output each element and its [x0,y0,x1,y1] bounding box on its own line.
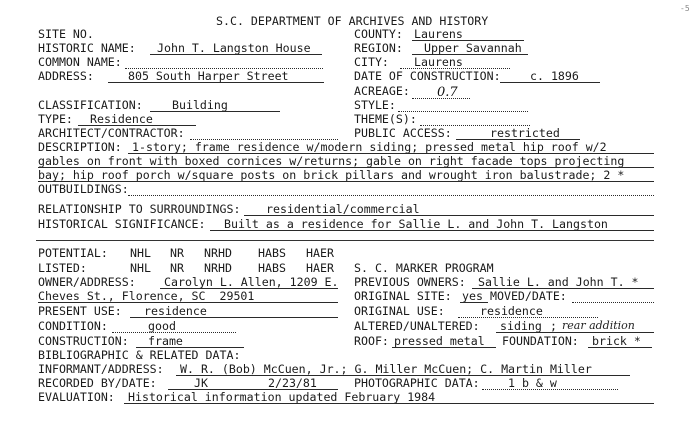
roof-value: pressed metal [394,334,485,348]
construction-value: frame [148,334,183,348]
listed-nr: NR [170,261,184,275]
relationship-underline [244,215,654,216]
potential-nhl: NHL [130,246,151,260]
owner-underline-2 [38,302,338,303]
acreage-label: ACREAGE: [354,84,410,98]
region-label: REGION: [354,41,403,55]
owner-line-2: Cheves St., Florence, SC 29501 [38,289,255,303]
evaluation-label: EVALUATION: [38,390,115,404]
condition-value: good [148,319,176,333]
photographic-value: 1 b & w [508,376,557,390]
altered-label: ALTERED/UNALTERED: [354,319,480,333]
card-title: S.C. DEPARTMENT OF ARCHIVES AND HISTORY [216,14,489,28]
type-value: Residence [90,112,153,126]
historic-name-value: John T. Langston House [157,41,311,55]
original-site-value: yes [462,289,483,303]
foundation-underline [588,347,652,348]
original-site-underline [460,302,488,303]
outbuildings-underline [128,195,654,196]
common-name-label: COMMON NAME: [38,55,122,69]
present-use-label: PRESENT USE: [38,304,122,318]
corner-mark: -5 [680,4,690,13]
date-underline [500,82,600,83]
description-line-2: gables on front with boxed cornices w/returns; gable on right facade tops projecting [38,154,625,168]
description-label: DESCRIPTION: [38,140,122,154]
recorded-date-value: 2/23/81 [268,376,317,390]
marker-program-label: S. C. MARKER PROGRAM [354,261,494,275]
outbuildings-label: OUTBUILDINGS: [38,182,129,196]
region-value: Upper Savannah [424,41,522,55]
site-no-label: SITE NO. [38,27,94,41]
city-label: CITY: [354,55,389,69]
relationship-label: RELATIONSHIP TO SURROUNDINGS: [38,202,241,216]
altered-separator: ; [550,319,557,333]
bibliographic-label: BIBLIOGRAPHIC & RELATED DATA: [38,348,241,362]
foundation-label: FOUNDATION: [502,334,579,348]
potential-haer: HAER [306,246,334,260]
potential-habs: HABS [258,246,286,260]
county-label: COUNTY: [354,27,403,41]
informant-label: INFORMANT/ADDRESS: [38,362,164,376]
date-of-construction-value: c. 1896 [530,69,579,83]
public-access-value: restricted [490,126,560,140]
original-use-underline [458,317,598,318]
public-access-label: PUBLIC ACCESS: [354,126,452,140]
owner-line-1: Carolyn L. Allen, 1209 E. [164,275,339,289]
owner-label: OWNER/ADDRESS: [38,275,136,289]
listed-nrhd: NRHD [204,261,232,275]
listed-nhl: NHL [130,261,151,275]
city-value: Laurens [414,55,463,69]
roof-label: ROOF: [354,334,389,348]
acreage-underline [412,98,470,99]
classification-underline [150,111,280,112]
recorded-by-label: RECORDED BY/DATE: [38,376,157,390]
altered-handwritten: rear addition [562,319,635,332]
photographic-underline [482,389,618,390]
type-label: TYPE: [38,112,73,126]
acreage-value: 0.7 [437,85,458,100]
previous-owners-value: Sallie L. and John T. * [478,275,639,289]
listed-habs: HABS [258,261,286,275]
informant-value: W. R. (Bob) McCuen, Jr.; G. Miller McCuen; C. Martin Miller [180,362,592,376]
address-underline [108,82,324,83]
significance-value: Built as a residence for Sallie L. and John T. Langston [224,217,608,231]
style-label: STYLE: [354,98,396,112]
altered-underline [496,332,654,333]
historic-name-underline [150,54,322,55]
condition-label: CONDITION: [38,319,108,333]
historic-name-label: HISTORIC NAME: [38,41,136,55]
architect-label: ARCHITECT/CONTRACTOR: [38,126,185,140]
significance-underline [210,230,654,231]
description-line-1: 1-story; frame residence w/modern siding; pressed metal hip roof w/2 [132,140,607,154]
description-underline-3 [38,181,654,182]
moved-date-label: MOVED/DATE: [490,289,567,303]
date-of-construction-label: DATE OF CONSTRUCTION: [354,69,501,83]
classification-label: CLASSIFICATION: [38,98,143,112]
address-value: 805 South Harper Street [128,69,289,83]
potential-nr: NR [170,246,184,260]
original-use-label: ORIGINAL USE: [354,304,445,318]
potential-label: POTENTIAL: [38,246,108,260]
classification-value: Building [172,98,228,112]
section-divider [36,240,654,241]
description-line-3: bay; hip roof porch w/square posts on brick pillars and wrought iron balustrade; 2 * [38,168,625,182]
significance-label: HISTORICAL SIGNIFICANCE: [38,217,206,231]
present-use-underline [130,317,338,318]
potential-nrhd: NRHD [204,246,232,260]
listed-haer: HAER [306,261,334,275]
previous-owners-label: PREVIOUS OWNERS: [354,275,466,289]
present-use-value: residence [144,304,207,318]
original-use-value: residence [480,304,543,318]
foundation-value: brick * [592,334,641,348]
altered-value: siding [500,319,542,333]
listed-label: LISTED: [38,261,87,275]
style-underline [398,111,528,112]
recorded-by-value: JK [194,376,208,390]
photographic-label: PHOTOGRAPHIC DATA: [354,376,480,390]
evaluation-value: Historical information updated February 1984 [128,390,436,404]
relationship-value: residential/commercial [266,202,420,216]
roof-underline [392,347,496,348]
county-value: Laurens [414,27,463,41]
construction-label: CONSTRUCTION: [38,334,129,348]
moved-date-underline [572,302,654,303]
original-site-label: ORIGINAL SITE: [354,289,452,303]
condition-underline [112,332,236,333]
themes-label: THEME(S): [354,112,417,126]
evaluation-underline [124,403,654,404]
address-label: ADDRESS: [38,69,94,83]
